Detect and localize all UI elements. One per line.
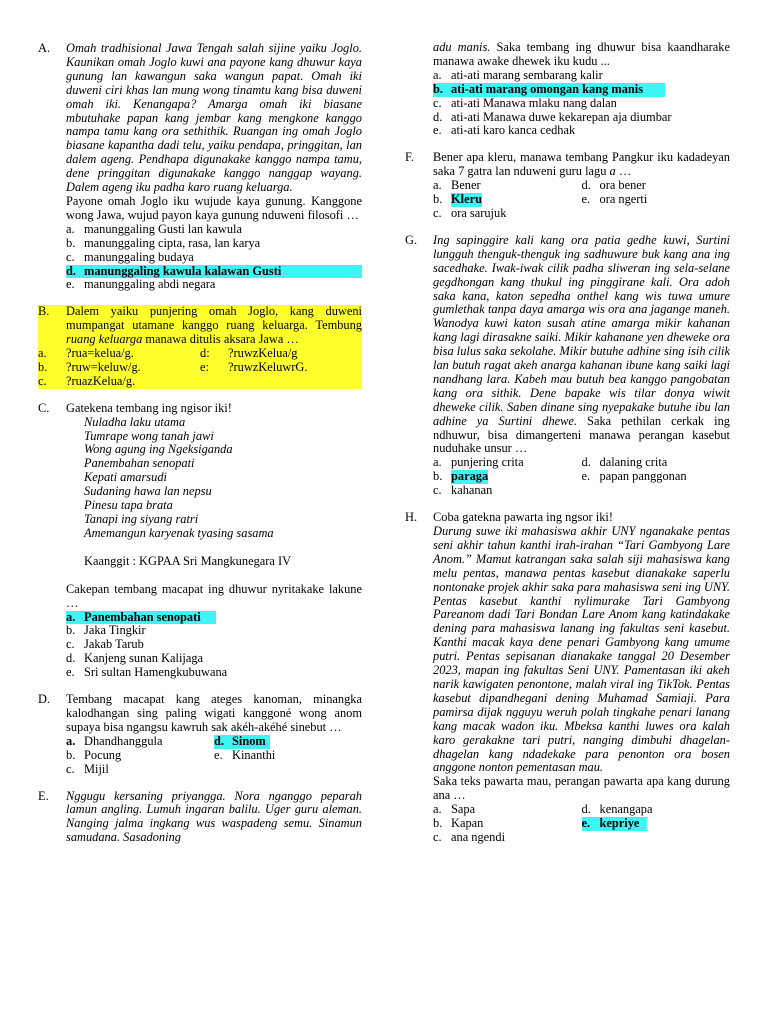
- option-d[interactable]: d. dalaning crita: [581, 455, 668, 470]
- question-g: [405, 234, 730, 498]
- option-a[interactable]: a. Bener: [433, 178, 481, 193]
- option-c[interactable]: c. manunggaling budaya: [66, 249, 194, 264]
- question-text: adu manis. Saka tembang ing dhuwur bisa kaandharake manawa awake dhewek iku kudu ...: [433, 40, 730, 68]
- question-f: [405, 151, 730, 221]
- poem-line: Tanapi ing siyang ratri: [84, 512, 199, 526]
- question-text: Payone omah Joglo iku wujude kaya gunung. Kanggone wong Jawa, wujud payon kaya gunung nduweni filosofi …: [66, 193, 362, 222]
- poem-line: Pinesu tapa brata: [84, 498, 173, 513]
- option-a[interactable]: a. manunggaling Gusti lan kawula: [66, 221, 242, 236]
- question-text: Bener apa kleru, manawa tembang Pangkur iku kadadeyan saka 7 gatra lan nduweni guru lagu a …: [433, 150, 730, 179]
- option-e[interactable]: e: ?ruwzKeluwrG.: [200, 359, 308, 374]
- question-e: [38, 790, 362, 846]
- passage-text: Omah tradhisional Jawa Tengah salah sijine yaiku Joglo. Kaunikan omah Joglo kuwi ana payone kang dhuwur kaya gunung lan kawangun saka wangun papat. Omah iki duweni ciri khas lan mung wong tinamtu kang bisa duweni omah iki. Kenangapa? Amarga omah iki biasane mbutuhake papan kang jembar kang mengkone kanggo nampa tamu kang ora sethithik. Ruangan ing omah Joglo biasane kapantha dadi telu, yaiku pendapa, pringgitan, lan dalem ageng. Pendhapa digunakake kanggo nampa tamu, dene pringgitan digunakake kanggo nanggap wayang. Dalem ageng iku padha karo ruang keluarga.: [66, 41, 362, 195]
- question-label: C.: [38, 400, 50, 415]
- news-text: Durung suwe iki mahasiswa akhir UNY nganakake pentas seni akhir tahun kanthi irah-irahan “Tari Gambyong Lare Anom.” Mamut katrangan saka salah siji mahasiswa kang melu pentas, manawa pentas kasebut dianakake saperlu nontonake projek akhir saka para mahasiswa seni ing UNY. Pentas kasebut kanthi nylimurake Tari Gambyong Pareanom dadi Tari Bondan Lare Anom kang katindakake dening para mahasiswa lanang ing fakultas seni kasebut. Kanthi macak kaya dene penari Gambyong kang umume putri. Pentas sepisanan dianakake tanggal 20 Desember 2023, mapan ing fakultas Seni UNY. Pamentasan iki akeh narik kawigaten penontone, malah viral ing TikTok. Pentas kasebut dipandhegani dening Muhamad Samiaji. Para pamirsa dijak ngguyu weruh polah tingkahe penari lanang kang macak wadon iku. Mbeksa kanthi luwes ora kalah karo gerakakne tari putri, nanging dimbuhi dhagelan-dhagelan kang ndadekake para penonton ora bosen anggone nonton pementasan mau.: [433, 524, 730, 775]
- option-b-answer[interactable]: b. ati-ati marang omongan kang manis: [433, 83, 665, 97]
- option-e[interactable]: e. ora ngerti: [581, 192, 648, 207]
- poem-source: Kaanggit : KGPAA Sri Mangkunegara IV: [84, 553, 292, 568]
- poem-line: Nuladha laku utama: [84, 414, 186, 429]
- intro-text: Gatekena tembang ing ngisor iki!: [66, 400, 232, 415]
- poem-line: Sudaning hawa lan nepsu: [84, 484, 212, 499]
- question-label: F.: [405, 150, 414, 165]
- option-d[interactable]: d. ati-ati Manawa duwe kekarepan aja diumbar: [433, 109, 672, 124]
- option-a-answer[interactable]: a. Panembahan senopati: [66, 611, 216, 625]
- option-e[interactable]: e. papan panggonan: [581, 469, 687, 484]
- question-b: [38, 305, 362, 388]
- passage-text: Ing sapinggire kali kang ora patia gedhe kuwi, Surtini lungguh thenguk-thenguk ing sadhuwure buk kang ana ing sacedhake. Iwak-iwak cilik padha sliweran ing sela-selane gegdhongan kang thukul ing pinggirane kali. Ora adoh saka kana, katon sepedha onthel kang wis tuwa umure gumlethak tanpa daya amarga wis ora ana jagange maneh. Wanodya kuwi katon susah atine amarga mikir kahanan kang lagi dirasakne saiki. Mikir kahanane yen dheweke ora bisa lulus saka sekolahe. Mikir butuhe adhine sing isih cilik lan butuh ragat akeh anarga kahanan ibune kang saiki lagi nandhang lara. Kabeh mau butuh bea kanggo pangobatan kang ora sithik. Dene bapake wis tilar donya wiwit dheweke cilik. Saben dinane sing nyepakake butuhe ibu lan adhine ya Surtini dhewe. Saka pethilan cerkak ing ndhuwur, bisa dimangerteni manawa perangan kasebut nuduhake unsur …: [433, 232, 730, 456]
- poem-line: Wong agung ing Ngeksiganda: [84, 442, 233, 457]
- option-e[interactable]: e. ati-ati karo kanca cedhak: [433, 123, 576, 138]
- question-text: Cakepan tembang macapat ing dhuwur nyritakake lakune …: [66, 581, 362, 610]
- options-grid: [433, 803, 730, 845]
- question-label: D.: [38, 692, 51, 707]
- option-d[interactable]: d. ora bener: [581, 178, 646, 193]
- option-d[interactable]: d. kenangapa: [581, 802, 653, 817]
- right-column: [405, 41, 730, 858]
- option-b[interactable]: b. Jaka Tingkir: [66, 623, 146, 638]
- option-a[interactable]: a. Dhandhanggula: [66, 733, 163, 748]
- option-d[interactable]: d. Kanjeng sunan Kalijaga: [66, 651, 204, 666]
- option-b[interactable]: b. Pocung: [66, 747, 122, 762]
- intro-text: Coba gatekna pawarta ing ngsor iki!: [433, 510, 613, 525]
- question-label: G.: [405, 232, 418, 247]
- question-e-continued: [405, 41, 730, 138]
- left-column: [38, 42, 362, 858]
- option-d-answer[interactable]: d. manunggaling kawula kalawan Gusti: [66, 265, 362, 279]
- option-c[interactable]: c. Jakab Tarub: [66, 637, 144, 652]
- option-d-answer[interactable]: d. Sinom: [214, 735, 362, 749]
- question-h: [405, 511, 730, 845]
- question-text: Saka teks pawarta mau, perangan pawarta apa kang durung ana …: [433, 774, 730, 803]
- option-d[interactable]: d: ?ruwzKelua/g: [200, 346, 298, 361]
- poem-line: Tumrape wong tanah jawi: [84, 428, 214, 443]
- poem-text: Nggugu kersaning priyangga. Nora nganggo peparah lamun angling. Lumuh ingaran balilu. Uger guru aleman. Nanging jalma ingkang wus waspadeng semu. Sinamun samudana. Sasadoning: [66, 788, 362, 845]
- question-text: Dalem yaiku punjering omah Joglo, kang duweni mumpangat utamane kanggo ruang keluarga. Tembung ruang keluarga manawa ditulis aksara Jawa …: [66, 304, 362, 347]
- question-text: Tembang macapat kang ateges kanoman, minangka kalodhangan sing paling wigati kanggoné wong anom supaya bisa ngangsu kawruh sak akéh-akéhé sinebut …: [66, 692, 362, 734]
- question-label: E.: [38, 788, 49, 803]
- question-a: [38, 42, 362, 292]
- options-grid: [433, 179, 730, 221]
- option-b[interactable]: b. manunggaling cipta, rasa, lan karya: [66, 235, 261, 250]
- option-a[interactable]: a. ?rua=kelua/g.: [38, 346, 134, 361]
- poem-line: Kepati amarsudi: [84, 470, 167, 485]
- option-c[interactable]: c. kahanan: [433, 483, 493, 498]
- option-a[interactable]: a. punjering crita: [433, 455, 524, 470]
- question-label: A.: [38, 41, 51, 55]
- option-e[interactable]: e. manunggaling abdi negara: [66, 277, 216, 292]
- question-label: H.: [405, 510, 418, 525]
- question-d: [38, 693, 362, 776]
- question-label: B.: [38, 304, 50, 319]
- option-c[interactable]: c. ati-ati Manawa mlaku nang dalan: [433, 95, 617, 110]
- option-e[interactable]: e. Sri sultan Hamengkubuwana: [66, 665, 228, 680]
- options-grid: [433, 456, 730, 498]
- option-c[interactable]: c. ?ruazKelua/g.: [38, 373, 136, 388]
- poem-line: Amemangun karyenak tyasing sasama: [84, 525, 274, 540]
- option-b-answer[interactable]: b. Kleru: [433, 192, 482, 207]
- option-a[interactable]: a. ati-ati marang sembarang kalir: [433, 67, 603, 82]
- option-e-answer[interactable]: e. kepriye: [582, 817, 731, 831]
- option-b-answer[interactable]: b. paraga: [433, 469, 489, 484]
- option-e[interactable]: e. Kinanthi: [214, 747, 276, 762]
- options-grid: [66, 735, 362, 777]
- option-b[interactable]: b. Kapan: [433, 816, 484, 831]
- option-b[interactable]: b. ?ruw=keluw/g.: [38, 359, 141, 374]
- question-c: [38, 402, 362, 680]
- option-c[interactable]: c. ana ngendi: [433, 829, 506, 844]
- option-c[interactable]: c. ora sarujuk: [433, 205, 507, 220]
- poem: [66, 416, 362, 583]
- poem-line: Panembahan senopati: [84, 456, 195, 471]
- option-a[interactable]: a. Sapa: [433, 802, 476, 817]
- option-c[interactable]: c. Mijil: [66, 761, 109, 776]
- options-grid: [38, 347, 362, 389]
